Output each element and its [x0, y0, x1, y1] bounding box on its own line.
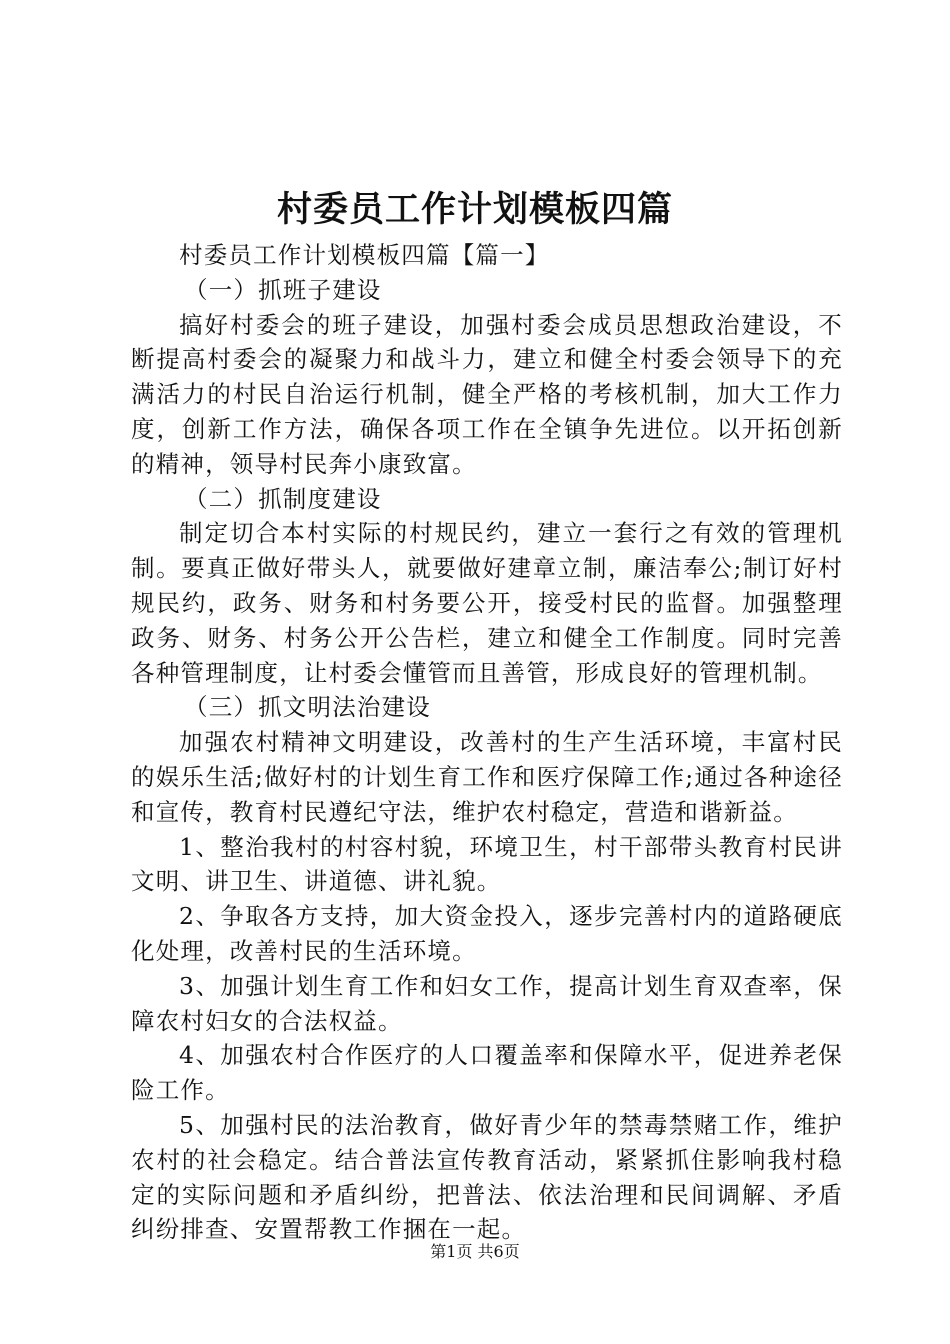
section-heading: 村委员工作计划模板四篇【篇一】 — [179, 241, 550, 269]
document-title: 村委员工作计划模板四篇 — [276, 189, 673, 230]
body-paragraph: 搞好村委会的班子建设，加强村委会成员思想政治建设，不断提高村委会的凝聚力和战斗力，建立和健全村委会领导下的充满活力的村民自治运行机制，健全严格的考核机制，加大工作力度，创新工作方法，确保各项工作在全镇争先进位。以开拓创新的精神，领导村民奔小康致富。 — [131, 310, 843, 478]
document-body — [131, 238, 843, 1247]
body-paragraph: 制定切合本村实际的村规民约，建立一套行之有效的管理机制。要真正做好带头人，就要做好建章立制，廉洁奉公;制订好村规民约，政务、财务和村务要公开，接受村民的监督。加强整理政务、财务、村务公开公告栏，建立和健全工作制度。同时完善各种管理制度，让村委会懂管而且善管，形成良好的管理机制。 — [131, 519, 843, 687]
page-number-footer: 第1页 共6页 — [430, 1242, 520, 1261]
list-item: 4、加强农村合作医疗的人口覆盖率和保障水平，促进养老保险工作。 — [131, 1041, 843, 1105]
list-item: 2、争取各方支持，加大资金投入，逐步完善村内的道路硬底化处理，改善村民的生活环境。 — [131, 902, 843, 965]
list-item: 5、加强村民的法治教育，做好青少年的禁毒禁赌工作，维护农村的社会稳定。结合普法宣传教育活动，紧紧抓住影响我村稳定的实际问题和矛盾纠纷，把普法、依法治理和民间调解、矛盾纠纷排查、安置帮教工作捆在一起。 — [131, 1110, 843, 1244]
subsection-heading: （一）抓班子建设 — [184, 275, 382, 304]
body-paragraph: 加强农村精神文明建设，改善村的生产生活环境，丰富村民的娱乐生活;做好村的计划生育工作和医疗保障工作;通过各种途径和宣传，教育村民遵纪守法，维护农村稳定，营造和谐新益。 — [131, 728, 843, 826]
subsection-heading: （三）抓文明法治建设 — [184, 693, 431, 722]
subsection-heading: （二）抓制度建设 — [184, 484, 382, 513]
list-item: 3、加强计划生育工作和妇女工作，提高计划生育双查率，保障农村妇女的合法权益。 — [131, 971, 843, 1035]
list-item: 1、整治我村的村容村貌，环境卫生，村干部带头教育村民讲文明、讲卫生、讲道德、讲礼貌。 — [131, 832, 843, 896]
